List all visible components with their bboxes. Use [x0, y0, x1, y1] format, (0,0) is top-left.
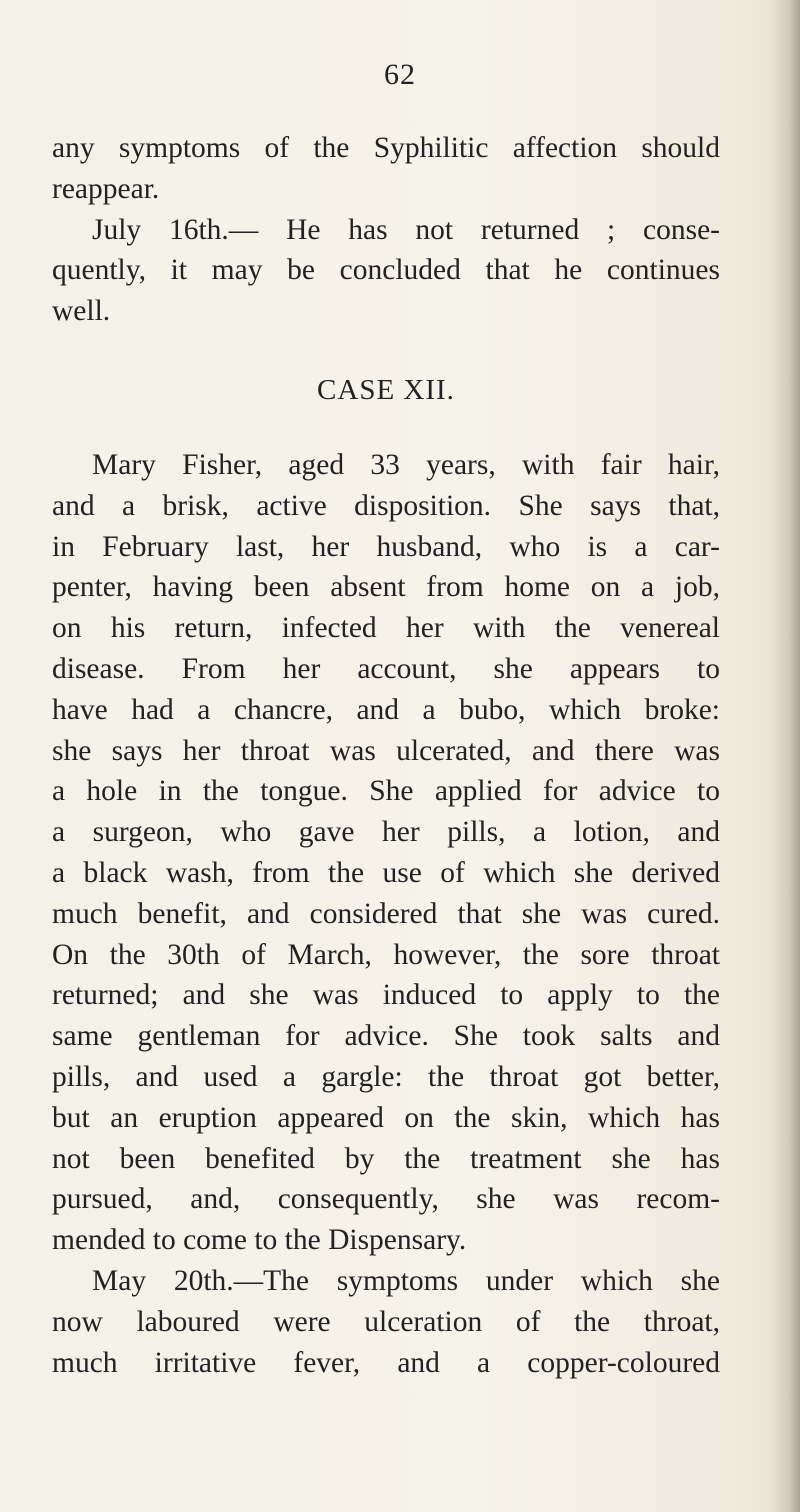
text-line: quently, it may be concluded that he continues — [52, 254, 720, 287]
text-line: on his return, infected her with the venereal — [52, 612, 720, 645]
text-line: penter, having been absent from home on a job, — [52, 571, 720, 604]
text-line: not been benefited by the treatment she has — [52, 1142, 720, 1175]
text-line: much benefit, and considered that she was cured. — [52, 897, 720, 930]
text-line: have had a chancre, and a bubo, which broke: — [52, 693, 720, 726]
text-line: Mary Fisher, aged 33 years, with fair hair, — [92, 448, 720, 481]
text-line: well. — [52, 295, 111, 328]
text-line: she says her throat was ulcerated, and there was — [52, 734, 720, 767]
text-line: a hole in the tongue. She applied for advice to — [52, 775, 720, 808]
text-line: disease. From her account, she appears to — [52, 652, 720, 685]
text-line: On the 30th of March, however, the sore throat — [52, 938, 720, 971]
text-line: mended to come to the Dispensary. — [52, 1224, 467, 1257]
text-line: in February last, her husband, who is a car- — [52, 530, 720, 563]
text-line: any symptoms of the Syphilitic affection should — [52, 132, 720, 164]
text-line: May 20th.—The symptoms under which she — [92, 1264, 720, 1297]
text-line: and a brisk, active disposition. She says that, — [52, 489, 720, 522]
case-heading: CASE XII. — [317, 373, 455, 406]
page-edge-shadow — [772, 0, 800, 1512]
text-line: a black wash, from the use of which she derived — [52, 856, 720, 889]
text-line: July 16th.— He has not returned ; conse- — [92, 213, 720, 246]
text-line: much irritative fever, and a copper-coloured — [52, 1346, 720, 1379]
text-line: but an eruption appeared on the skin, which has — [52, 1101, 720, 1134]
text-line: same gentleman for advice. She took salts and — [52, 1020, 720, 1053]
text-line: pursued, and, consequently, she was recom- — [52, 1183, 720, 1216]
text-line: returned; and she was induced to apply to the — [52, 979, 720, 1012]
text-line: now laboured were ulceration of the throat, — [52, 1305, 720, 1338]
text-line: a surgeon, who gave her pills, a lotion, and — [52, 816, 720, 849]
text-line: reappear. — [52, 172, 160, 205]
text-line: pills, and used a gargle: the throat got better, — [52, 1060, 720, 1093]
body-text — [52, 128, 720, 1383]
page-number: 62 — [384, 58, 416, 91]
